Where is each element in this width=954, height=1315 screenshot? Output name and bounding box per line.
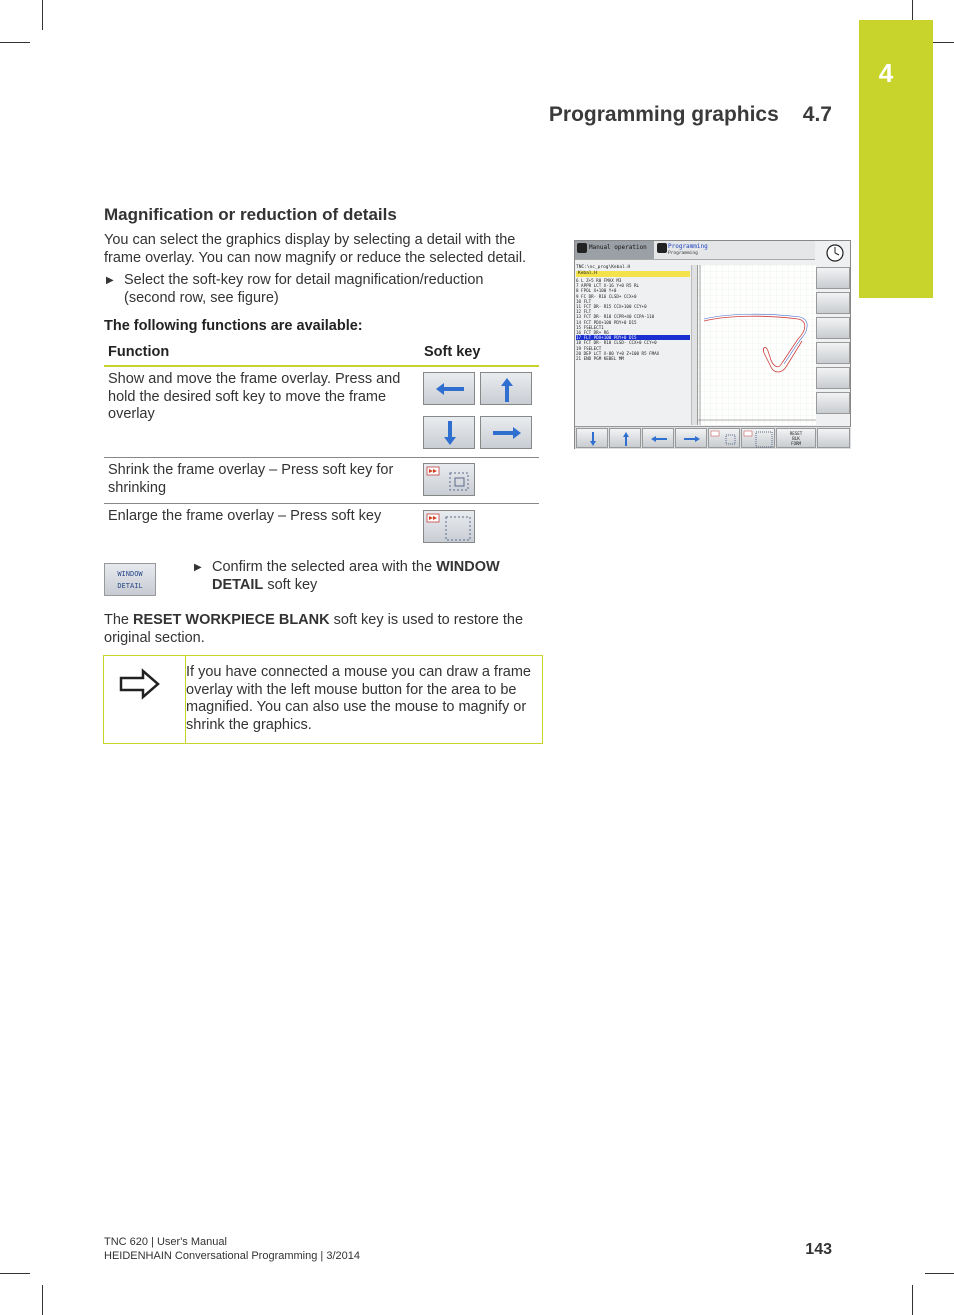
program-line[interactable]: 19 FSELECT <box>576 345 602 351</box>
file-path: TNC:\nc_prog\Kebal.H <box>576 265 631 270</box>
mode-right-label: Programming <box>668 243 708 250</box>
shrink-frame-icon <box>709 429 741 449</box>
reset-key: RESET WORKPIECE BLANK <box>133 612 330 628</box>
confirm-text <box>212 559 522 594</box>
arrow-up-softkey[interactable] <box>480 372 532 405</box>
file-name: Kebal.H <box>578 271 597 276</box>
enlarge-frame-icon <box>742 429 776 449</box>
contour-graphic <box>698 265 816 425</box>
table-row <box>104 367 539 458</box>
chapter-number: 4 <box>878 58 894 88</box>
softkey-label-line: DETAIL <box>117 582 143 590</box>
crop-mark <box>42 1285 43 1315</box>
crop-mark <box>925 1273 954 1274</box>
reset-blk-form-softkey[interactable] <box>776 428 816 448</box>
footer-manual-title: TNC 620 | User's Manual <box>104 1236 227 1248</box>
running-head <box>540 103 832 127</box>
arrow-left-softkey[interactable] <box>423 372 475 405</box>
column-header-function: Function <box>108 344 170 360</box>
table-row <box>104 504 539 548</box>
manual-mode-icon <box>577 243 587 253</box>
reset-suffix: soft key is used to restore the original section. <box>104 612 524 646</box>
empty-softkey[interactable] <box>817 428 850 448</box>
program-line[interactable]: 18 FCT DR- R18 CLSD- CCX+0 CCY+0 <box>576 340 657 346</box>
softkey-label-line: FORM <box>790 441 802 446</box>
program-line[interactable]: 15 FSELECT1 <box>576 324 604 330</box>
program-line[interactable]: 9 FC DR- R16 CLSD+ CCX+0 <box>576 293 637 299</box>
arrow-right-softkey[interactable] <box>480 416 532 449</box>
vertical-softkey[interactable] <box>816 342 850 364</box>
programming-mode-icon <box>657 243 667 253</box>
confirm-text-prefix: Confirm the selected area with the <box>212 559 433 575</box>
right-arrow-softkey[interactable] <box>675 428 707 448</box>
program-line[interactable]: 14 FCT PDX+100 PDY+0 D15 <box>576 319 637 325</box>
shrink-frame-softkey[interactable] <box>423 463 475 496</box>
up-arrow-softkey[interactable] <box>609 428 641 448</box>
down-arrow-softkey[interactable] <box>576 428 608 448</box>
function-description: Enlarge the frame overlay – Press soft key <box>108 508 382 524</box>
bullet-arrow-icon: ▶ <box>194 562 202 573</box>
functions-label: The following functions are available: <box>104 318 363 334</box>
arrow-left-icon <box>643 429 675 449</box>
arrow-down-icon <box>424 417 476 450</box>
program-line[interactable]: 7 APPR LCT X-16 Y+0 R5 RL <box>576 283 640 289</box>
arrow-up-icon <box>481 373 533 406</box>
section-number: 4.7 <box>802 103 832 126</box>
program-line[interactable]: 8 FPOL X+100 Y+0 <box>576 288 617 294</box>
arrow-up-icon <box>610 429 642 449</box>
column-header-softkey: Soft key <box>424 344 481 360</box>
enlarge-frame-softkey[interactable] <box>741 428 775 448</box>
mode-right-sub: Programming <box>668 251 698 256</box>
program-line[interactable]: 13 FCT DR- R18 CCPR+40 CCPA-110 <box>576 314 655 320</box>
program-line[interactable]: 10 FLT <box>576 298 592 304</box>
vertical-softkey[interactable] <box>816 292 850 314</box>
program-line[interactable]: 17 FLT PDX+100 PDY+0 D15 <box>576 335 690 340</box>
arrow-down-icon <box>577 429 609 449</box>
window-detail-softkey[interactable] <box>104 563 156 596</box>
crop-mark <box>42 0 43 30</box>
arrow-left-icon <box>424 373 476 406</box>
program-line[interactable]: 20 DEP LCT X-80 Y+0 Z+100 R5 FMAX <box>576 350 660 356</box>
graphics-panel[interactable] <box>697 265 816 425</box>
note-arrow-icon <box>118 667 162 703</box>
vertical-softkey[interactable] <box>816 392 850 414</box>
section-heading: Magnification or reduction of details <box>104 205 397 224</box>
crop-mark <box>0 1273 30 1274</box>
vertical-softkey-bar <box>816 265 851 425</box>
function-description: Show and move the frame overlay. Press and hold the desired soft key to move the frame overlay <box>108 371 401 422</box>
confirm-text-key: WINDOW DETAIL <box>212 559 500 593</box>
arrow-right-icon <box>676 429 708 449</box>
reset-paragraph <box>104 612 534 647</box>
crop-mark <box>912 1285 913 1315</box>
footer-left <box>104 1235 360 1263</box>
intro-paragraph: You can select the graphics display by selecting a detail with the frame overlay. You can now magnify or reduce the selected detail. <box>104 232 527 266</box>
arrow-right-icon <box>481 417 533 450</box>
softkey-label-line: BLK <box>792 436 800 441</box>
vertical-softkey[interactable] <box>816 367 850 389</box>
control-screenshot <box>574 240 851 449</box>
function-table-header <box>104 341 539 367</box>
vertical-softkey[interactable] <box>816 317 850 339</box>
vertical-softkey[interactable] <box>816 267 850 289</box>
mode-left-label: Manual operation <box>589 244 647 251</box>
note-text: If you have connected a mouse you can draw a frame overlay with the left mouse button for the area to be magnified. You can also use the mouse to magnify or shrink the graphics. <box>186 664 531 733</box>
crop-mark <box>912 0 913 20</box>
section-title: Programming graphics <box>548 103 779 126</box>
arrow-down-softkey[interactable] <box>423 416 475 449</box>
program-line[interactable]: 21 END PGM KEBEL MM <box>576 356 624 361</box>
left-arrow-softkey[interactable] <box>642 428 674 448</box>
shrink-frame-softkey[interactable] <box>708 428 740 448</box>
shrink-frame-icon <box>424 464 476 497</box>
enlarge-frame-icon <box>424 511 476 544</box>
horizontal-softkey-bar <box>575 426 851 449</box>
program-line[interactable]: 16 FCT DR+ R6 <box>576 330 609 335</box>
confirm-text-suffix: soft key <box>267 576 318 593</box>
program-line[interactable]: 6 L Z+5 R0 FMAX M3 <box>576 278 622 283</box>
function-description: Shrink the frame overlay – Press soft key for shrinking <box>108 462 394 496</box>
enlarge-frame-softkey[interactable] <box>423 510 475 543</box>
footer-manual-subtitle: HEIDENHAIN Conversational Programming | 3/2014 <box>104 1250 360 1262</box>
page-number: 143 <box>805 1241 832 1258</box>
table-row <box>104 458 539 504</box>
reset-prefix: The <box>104 612 129 628</box>
softkey-label-line: RESET <box>789 431 803 436</box>
program-line[interactable]: 12 FLT <box>576 309 592 315</box>
program-line[interactable]: 11 FCT DR- R15 CCX+100 CCY+0 <box>576 304 647 309</box>
bullet-text: Select the soft-key row for detail magnification/reduction (second row, see figure) <box>124 272 484 306</box>
crop-mark <box>0 42 30 43</box>
program-listing <box>575 278 691 425</box>
clock-icon <box>825 243 845 263</box>
softkey-label-line: WINDOW <box>117 570 143 578</box>
file-name-bar <box>576 271 690 277</box>
bullet-arrow-icon: ▶ <box>106 275 114 286</box>
